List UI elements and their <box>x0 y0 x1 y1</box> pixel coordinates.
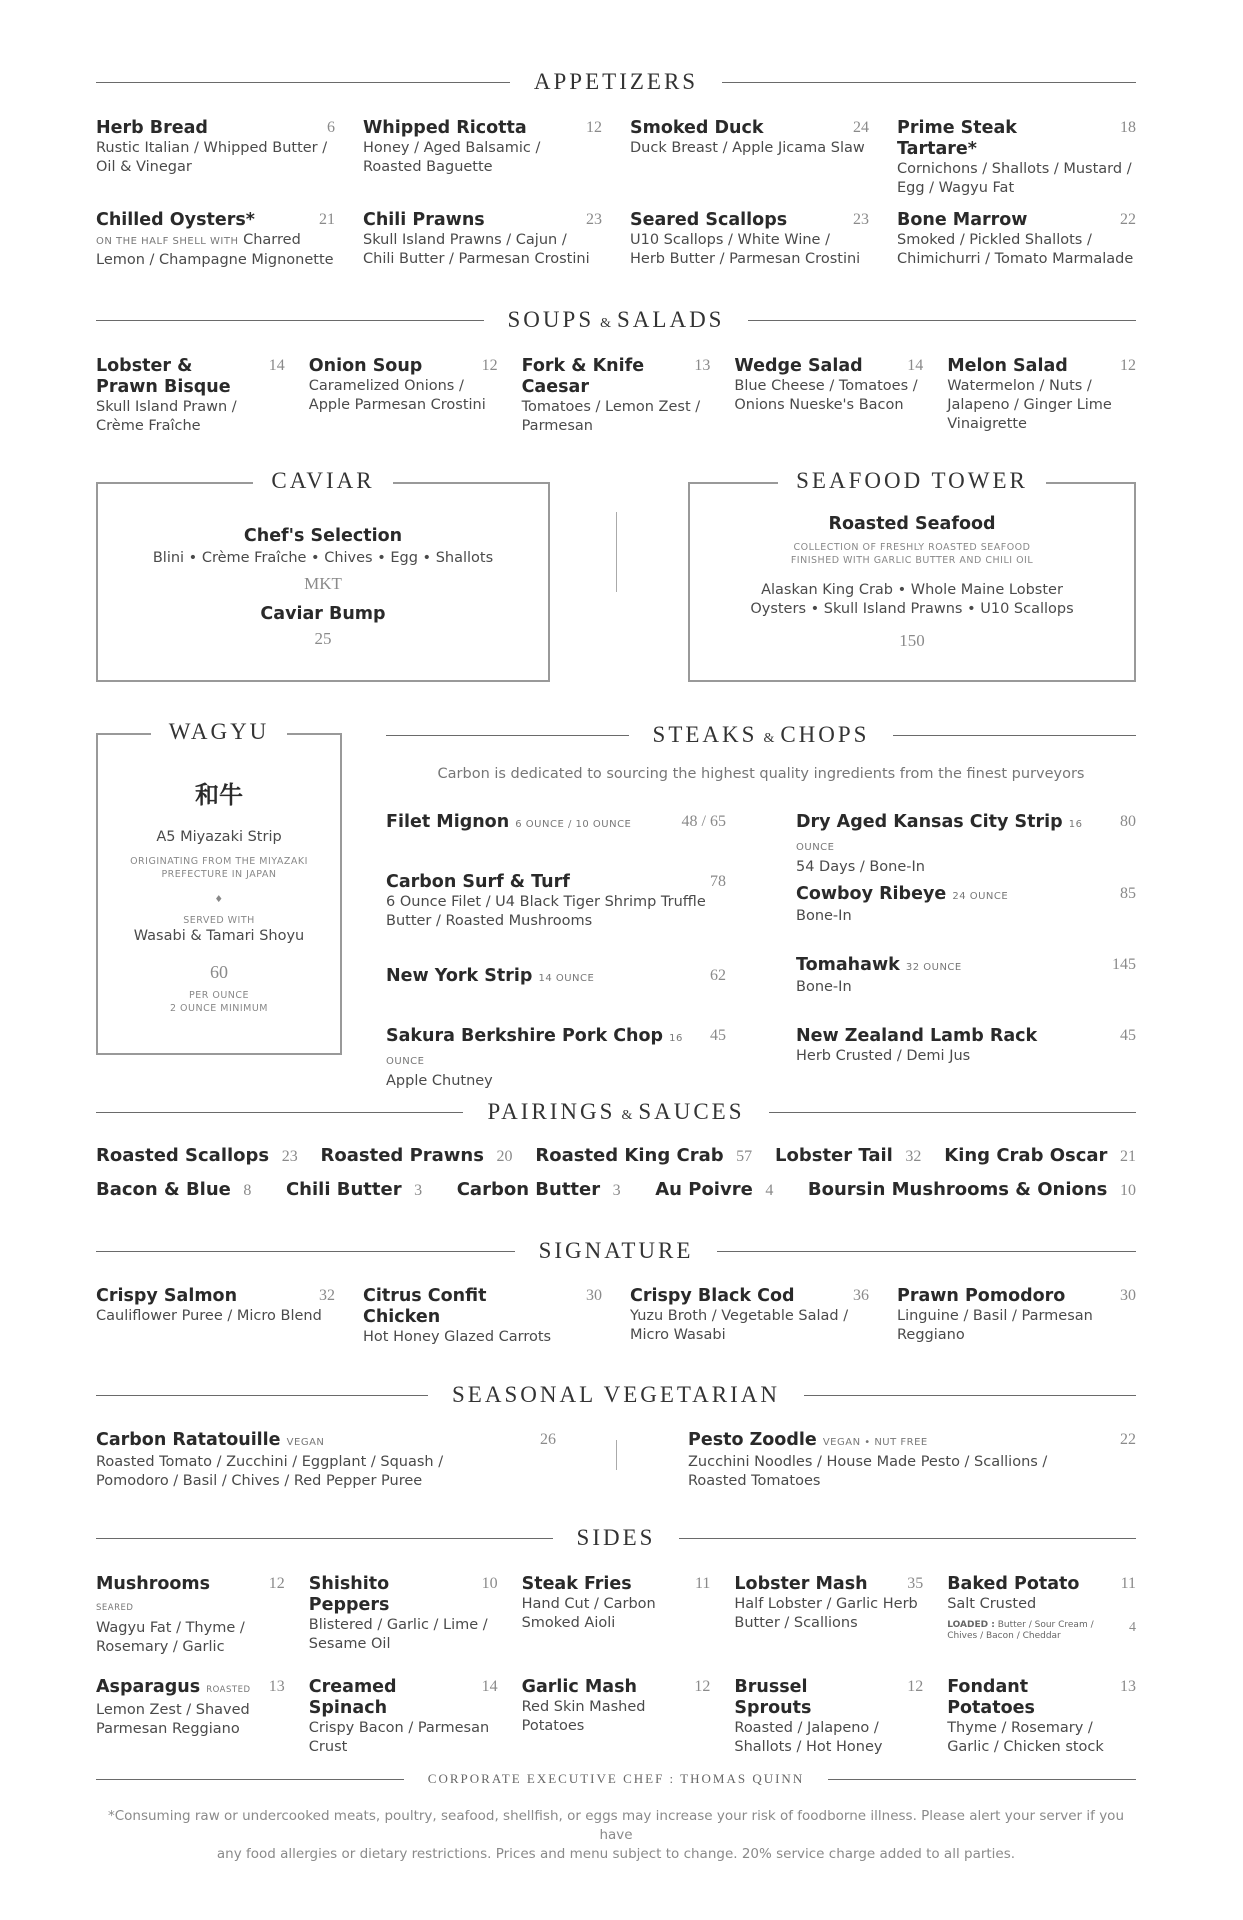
menu-item: Bone Marrow 22 Smoked / Pickled Shallots / Chimichurri / Tomato Marmalade <box>897 210 1136 267</box>
loaded-option: LOADED : Butter / Sour Cream / Chives / Bacon / Cheddar 4 <box>947 1620 1136 1641</box>
steaks-heading: STEAKS & CHOPS <box>386 718 1136 752</box>
menu-item: New Zealand Lamb Rack 45 Herb Crusted / Demi Jus <box>796 1026 1136 1064</box>
vegetarian-heading: SEASONAL VEGETARIAN <box>96 1378 1136 1412</box>
chef-line: CORPORATE EXECUTIVE CHEF : THOMAS QUINN <box>96 1762 1136 1796</box>
pairings-row <box>96 1145 1136 1166</box>
tower-title: SEAFOOD TOWER <box>778 468 1046 493</box>
menu-item: Cowboy Ribeye 24 OUNCE 85 Bone-In <box>796 884 1136 924</box>
menu-item: Crispy Black Cod 36 Yuzu Broth / Vegetable Salad / Micro Wasabi <box>630 1286 869 1343</box>
soups-heading: SOUPS & SALADS <box>96 303 1136 337</box>
steaks-left-column <box>386 812 726 1091</box>
menu-item: Wedge Salad 14 Blue Cheese / Tomatoes / Onions Nueske's Bacon <box>734 356 924 413</box>
steaks-tagline: Carbon is dedicated to sourcing the highest quality ingredients from the finest purveyors <box>437 766 1085 782</box>
menu-item: Herb Bread 6 Rustic Italian / Whipped Butter / Oil & Vinegar <box>96 118 335 175</box>
caviar-box: CAVIAR Chef's Selection Blini • Crème Fraîche • Chives • Egg • Shallots MKT Caviar Bump 25 <box>96 482 550 682</box>
menu-item: Lobster & Prawn Bisque 14 Skull Island Prawn / Crème Fraîche <box>96 356 285 434</box>
menu-item: Prawn Pomodoro 30 Linguine / Basil / Parmesan Reggiano <box>897 1286 1136 1343</box>
pairing-item: Lobster Tail 32 <box>775 1145 922 1166</box>
sauce-item: Bacon & Blue 8 <box>96 1179 252 1200</box>
menu-item: Sakura Berkshire Pork Chop 16 OUNCE 45 Apple Chutney <box>386 1026 726 1089</box>
menu-item: Whipped Ricotta 12 Honey / Aged Balsamic / Roasted Baguette <box>363 118 602 175</box>
menu-item: Onion Soup 12 Caramelized Onions / Apple Parmesan Crostini <box>308 356 498 413</box>
pairing-item: Roasted King Crab 57 <box>535 1145 753 1166</box>
menu-item: Filet Mignon 6 OUNCE / 10 OUNCE 48 / 65 <box>386 812 726 832</box>
pairing-item: Roasted Prawns 20 <box>320 1145 513 1166</box>
menu-item: Melon Salad 12 Watermelon / Nuts / Jalapeno / Ginger Lime Vinaigrette <box>947 356 1136 432</box>
menu-item: Baked Potato 11 Salt Crusted LOADED : Butter / Sour Cream / Chives / Bacon / Cheddar 4 <box>947 1574 1136 1641</box>
menu-item: Prime Steak Tartare* 18 Cornichons / Shallots / Mustard / Egg / Wagyu Fat <box>897 118 1136 196</box>
sauce-item: Boursin Mushrooms & Onions 10 <box>807 1179 1136 1200</box>
sides-heading: SIDES <box>96 1521 1136 1555</box>
divider <box>616 512 617 592</box>
wagyu-box: WAGYU 和牛 A5 Miyazaki Strip ORIGINATING FROM THE MIYAZAKI PREFECTURE IN JAPAN ♦ SERVED WITH Wasabi & Tamari Shoyu 60 PER OUNCE 2 OUNCE MINIMUM <box>96 733 342 1055</box>
signature-heading: SIGNATURE <box>96 1234 1136 1268</box>
menu-item: Citrus Confit Chicken 30 Hot Honey Glazed Carrots <box>363 1286 602 1345</box>
pairing-item: Roasted Scallops 23 <box>96 1145 298 1166</box>
menu-item: Tomahawk 32 OUNCE 145 Bone-In <box>796 955 1136 995</box>
menu-item: Creamed Spinach 14 Crispy Bacon / Parmesan Crust <box>308 1677 498 1755</box>
menu-item: Smoked Duck 24 Duck Breast / Apple Jicama Slaw <box>630 118 869 156</box>
menu-item: Asparagus ROASTED 13 Lemon Zest / Shaved Parmesan Reggiano <box>96 1677 285 1737</box>
sides-grid <box>96 1574 1136 1757</box>
menu-item: Seared Scallops 23 U10 Scallops / White Wine / Herb Butter / Parmesan Crostini <box>630 210 869 267</box>
sauces-row <box>96 1179 1136 1200</box>
menu-item: Lobster Mash 35 Half Lobster / Garlic Herb Butter / Scallions <box>734 1574 924 1631</box>
appetizers-grid <box>96 118 1136 270</box>
appetizers-heading: APPETIZERS <box>96 65 1136 99</box>
menu-item: Carbon Surf & Turf 78 6 Ounce Filet / U4 Black Tiger Shrimp Truffle Butter / Roasted Mushrooms <box>386 872 726 929</box>
menu-item: Carbon Ratatouille VEGAN 26 Roasted Tomato / Zucchini / Eggplant / Squash / Pomodoro / Basil / Chives / Red Pepper Puree <box>96 1430 556 1489</box>
sauce-item: Au Poivre 4 <box>655 1179 774 1200</box>
sauce-item: Chili Butter 3 <box>285 1179 423 1200</box>
menu-item: Dry Aged Kansas City Strip 16 OUNCE 80 54 Days / Bone-In <box>796 812 1136 875</box>
divider <box>616 1440 617 1470</box>
disclaimer: *Consuming raw or undercooked meats, poultry, seafood, shellfish, or eggs may increase your risk of foodborne illness. Please alert your server if you have any food allergies or dietary restrictions. Prices and menu subject to change. 20% service charge added to all parties. <box>107 1808 1125 1862</box>
menu-item: Garlic Mash 12 Red Skin Mashed Potatoes <box>521 1677 711 1734</box>
steaks-right-column <box>796 812 1136 1066</box>
caviar-title: CAVIAR <box>253 468 392 493</box>
menu-item: New York Strip 14 OUNCE 62 <box>386 966 726 986</box>
soups-grid <box>96 356 1136 436</box>
wagyu-title: WAGYU <box>151 719 288 744</box>
pairing-item: King Crab Oscar 21 <box>944 1145 1136 1166</box>
menu-item: Chili Prawns 23 Skull Island Prawns / Cajun / Chili Butter / Parmesan Crostini <box>363 210 602 267</box>
menu-item: Fork & Knife Caesar 13 Tomatoes / Lemon Zest / Parmesan <box>521 356 711 434</box>
menu-item: Pesto Zoodle VEGAN • NUT FREE 22 Zucchini Noodles / House Made Pesto / Scallions / Roasted Tomatoes <box>688 1430 1136 1489</box>
pairings-heading: PAIRINGS & SAUCES <box>96 1095 1136 1129</box>
menu-item: Crispy Salmon 32 Cauliflower Puree / Micro Blend <box>96 1286 335 1324</box>
sauce-item: Carbon Butter 3 <box>456 1179 621 1200</box>
signature-grid <box>96 1286 1136 1347</box>
menu-item: Fondant Potatoes 13 Thyme / Rosemary / Garlic / Chicken stock <box>947 1677 1136 1755</box>
menu-item: Mushrooms SEARED 12 Wagyu Fat / Thyme / Rosemary / Garlic <box>96 1574 285 1655</box>
menu-item: Steak Fries 11 Hand Cut / Carbon Smoked Aioli <box>521 1574 711 1631</box>
menu-item: Shishito Peppers 10 Blistered / Garlic / Lime / Sesame Oil <box>308 1574 498 1652</box>
seafood-tower-box: SEAFOOD TOWER Roasted Seafood COLLECTION OF FRESHLY ROASTED SEAFOOD FINISHED WITH GARLIC BUTTER AND CHILI OIL Alaskan King Crab • Whole Maine Lobster Oysters • Skull Island Prawns • U10 Scallops 150 <box>688 482 1136 682</box>
menu-item: Brussel Sprouts 12 Roasted / Jalapeno / Shallots / Hot Honey <box>734 1677 924 1755</box>
menu-item: Chilled Oysters* 21 ON THE HALF SHELL WITH Charred Lemon / Champagne Mignonette <box>96 210 335 268</box>
diamond-icon: ♦ <box>214 894 224 905</box>
